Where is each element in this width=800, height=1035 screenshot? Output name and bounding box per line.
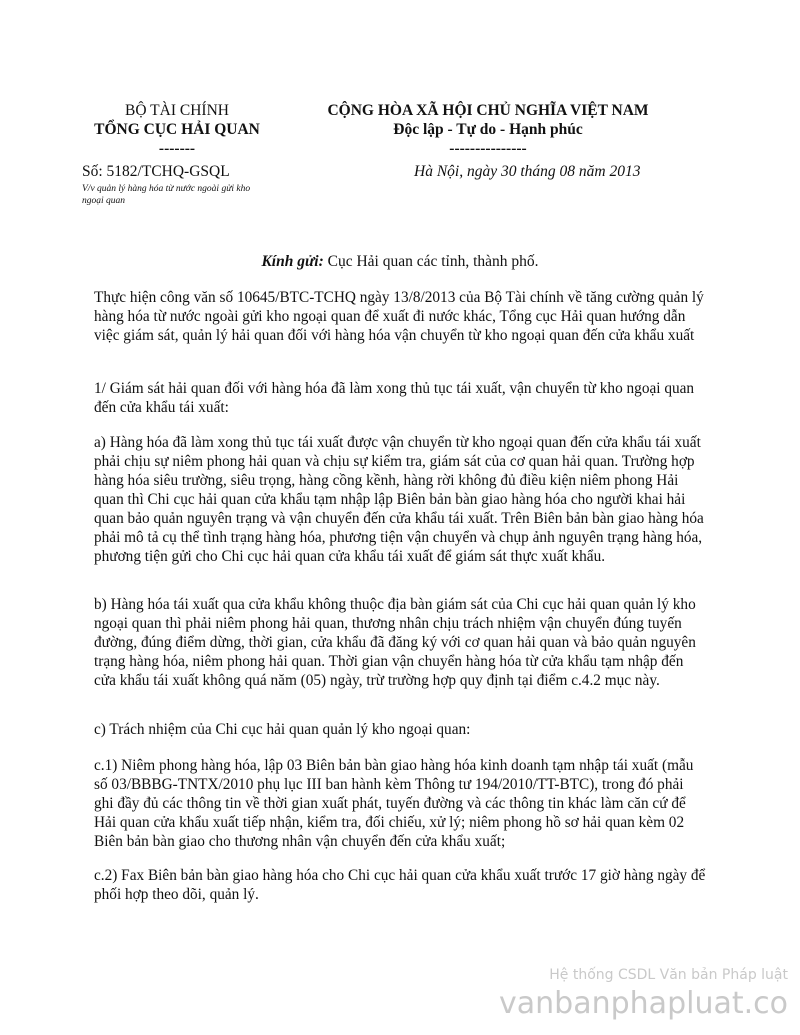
body-paragraph: b) Hàng hóa tái xuất qua cửa khẩu không thuộc địa bàn giám sát của Chi cục hải quan quản lý kho ngoại quan thì phải niêm phong hải quan, thương nhân chịu trách nhiệm vận chuyển đúng tuyến đường, đúng điểm dừng, thời gian, cửa khẩu đã đăng ký với cơ quan hải quan và bảo quản nguyên trạng hàng hóa, niêm phong hải quan. Thời gian vận chuyển hàng hóa từ cửa khẩu tạm nhập đến cửa khẩu tái xuất không quá năm (05) ngày, trừ trường hợp quy định tại điểm c.4.2 mục này. [94, 596, 696, 689]
watermark-caption: Hệ thống CSDL Văn bản Pháp luật [549, 967, 788, 983]
body-paragraph: a) Hàng hóa đã làm xong thủ tục tái xuất được vận chuyển từ kho ngoại quan đến cửa khẩu tái xuất phải chịu sự niêm phong hải quan và chịu sự kiểm tra, giám sát của cơ quan hải quan. Trường hợp hàng hóa siêu trường, siêu trọng, hàng cồng kềnh, hàng rời không đủ điều kiện niêm phong Hải quan thì Chi cục hải quan cửa khẩu tạm nhập lập Biên bản bàn giao hàng hóa cho người khai hải quan bảo quản nguyên trạng và vận chuyển đến cửa khẩu tái xuất. Trên Biên bản bàn giao hàng hóa phải mô tả cụ thể tình trạng hàng hóa, phương tiện vận chuyển và chụp ảnh nguyên trạng hàng hóa, phương tiện gửi cho Chi cục hải quan cửa khẩu tái xuất để giám sát thực xuất khẩu. [94, 434, 704, 565]
department-name: TỔNG CỤC HẢI QUAN [94, 121, 260, 138]
left-separator: ------- [158, 140, 196, 157]
salutation-label: Kính gửi: [261, 253, 324, 270]
ministry-name: BỘ TÀI CHÍNH [125, 102, 229, 119]
national-motto: Độc lập - Tự do - Hạnh phúc [393, 121, 583, 138]
body-paragraph: 1/ Giám sát hải quan đối với hàng hóa đã làm xong thủ tục tái xuất, vận chuyển từ kho ngoại quan đến cửa khẩu tái xuất: [94, 380, 695, 416]
document-number: Số: 5182/TCHQ-GSQL [82, 163, 230, 180]
national-header [288, 101, 688, 158]
body-paragraph: c) Trách nhiệm của Chi cục hải quan quản lý kho ngoại quan: [94, 721, 471, 738]
body-paragraph: c.2) Fax Biên bản bàn giao hàng hóa cho Chi cục hải quan cửa khẩu xuất trước 17 giờ hàng ngày để phối hợp theo dõi, quản lý. [94, 867, 706, 903]
document-date: Hà Nội, ngày 30 tháng 08 năm 2013 [414, 163, 641, 180]
republic-title: CỘNG HÒA XÃ HỘI CHỦ NGHĨA VIỆT NAM [327, 102, 649, 119]
salutation [0, 253, 800, 271]
right-separator: --------------- [449, 140, 527, 157]
salutation-recipient: Cục Hải quan các tỉnh, thành phố. [323, 253, 539, 270]
body-paragraph: Thực hiện công văn số 10645/BTC-TCHQ ngày 13/8/2013 của Bộ Tài chính về tăng cường quản lý hàng hóa từ nước ngoài gửi kho ngoại quan để xuất đi nước khác, Tổng cục Hải quan hướng dẫn việc giám sát, quản lý hải quan đối với hàng hóa vận chuyển từ kho ngoại quan đến cửa khẩu xuất [94, 289, 704, 344]
watermark-domain: vanbanphapluat.co [499, 986, 788, 1021]
site-watermark [499, 966, 788, 1024]
body-paragraph: c.1) Niêm phong hàng hóa, lập 03 Biên bản bàn giao hàng hóa kinh doanh tạm nhập tái xuất (mẫu số 03/BBBG-TNTX/2010 phụ lục III ban hành kèm Thông tư 194/2010/TT-BTC), trong đó phải ghi đầy đủ các thông tin về thời gian xuất phát, tuyến đường và các thông tin khác làm căn cứ để Hải quan cửa khẩu xuất tiếp nhận, kiểm tra, đối chiếu, xử lý; niêm phong hồ sơ hải quan kèm 02 Biên bản bàn giao cho thương nhân vận chuyển đến cửa khẩu xuất; [94, 757, 694, 850]
issuer-block [82, 101, 272, 158]
document-subject: V/v quản lý hàng hóa từ nước ngoài gửi kho ngoại quan [82, 184, 251, 206]
